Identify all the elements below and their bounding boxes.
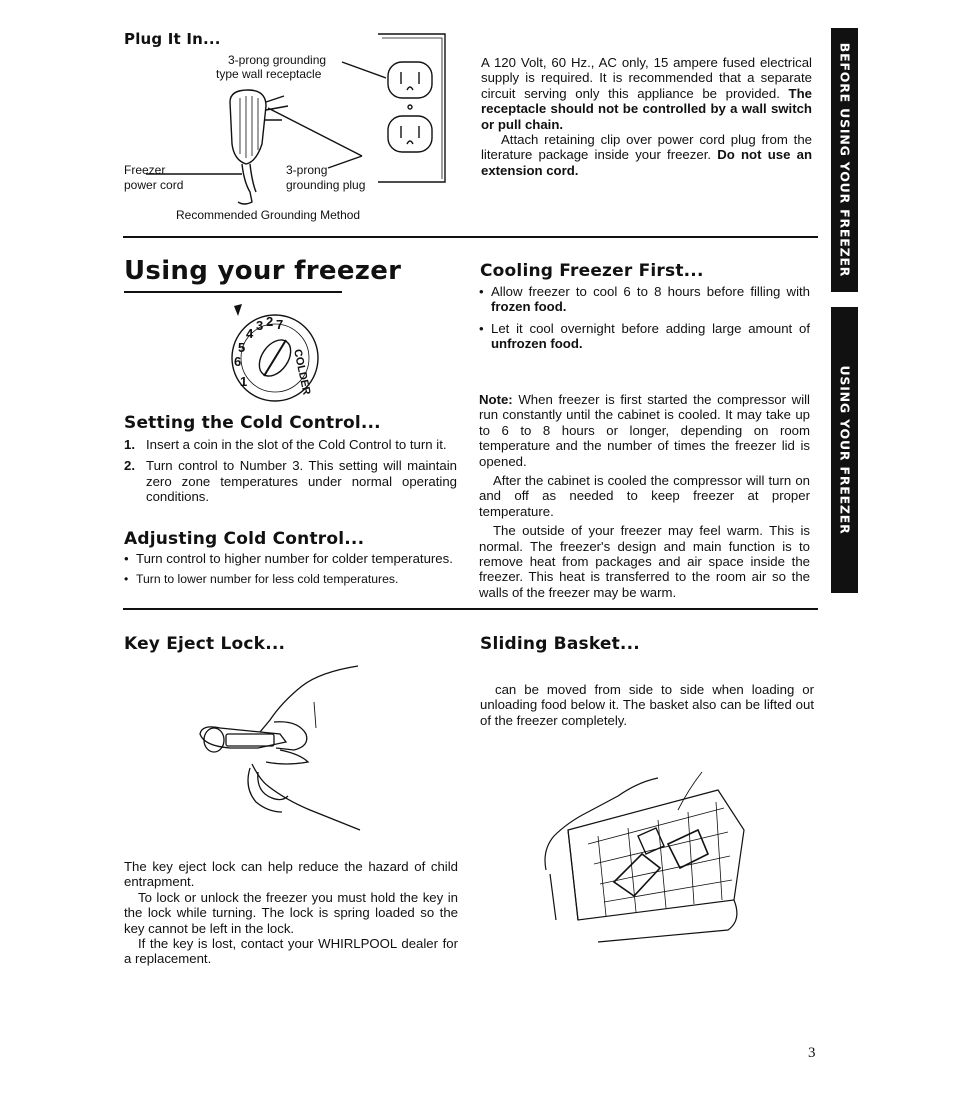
basket-text — [480, 682, 814, 728]
dial-number: 1 — [240, 374, 248, 389]
list-item: • Turn to lower number for less cold temperatures. — [124, 572, 458, 587]
dial-number: 4 — [246, 326, 254, 341]
cooling-notes — [479, 392, 810, 600]
page-title: Using your freezer — [124, 256, 402, 286]
dial-number: 3 — [256, 318, 264, 333]
key-heading: Key Eject Lock... — [124, 634, 286, 654]
plug-heading: Plug It In... — [124, 30, 221, 48]
cooling-list — [479, 284, 810, 358]
list-item: 1. Insert a coin in the slot of the Cold Control to turn it. — [124, 437, 447, 452]
key-lock-illustration — [190, 662, 370, 838]
grounding-caption: Recommended Grounding Method — [176, 208, 361, 222]
section-tab-using — [831, 307, 858, 593]
plug-para1: A 120 Volt, 60 Hz., AC only, 15 ampere fused electrical supply is required. It is recommended that a separate circuit serving only this appliance be provided. The receptacle should not be controlled by a wall switch or pull chain. — [481, 55, 812, 132]
setting-steps — [124, 437, 457, 511]
page-number: 3 — [808, 1045, 816, 1061]
plug-text — [481, 55, 812, 178]
title-underline — [124, 291, 342, 293]
divider-middle — [123, 608, 818, 610]
grounding-illustration — [120, 32, 460, 232]
cold-control-dial — [222, 302, 327, 404]
list-item: • Let it cool overnight before adding large amount of unfrozen food. — [479, 321, 810, 352]
divider-top — [123, 236, 818, 238]
basket-para: can be moved from side to side when loading or unloading food below it. The basket also can be lifted out of the freezer completely. — [480, 682, 814, 728]
adjust-list — [124, 551, 458, 594]
adjust-heading: Adjusting Cold Control... — [124, 529, 365, 549]
section-tab-label: BEFORE USING YOUR FREEZER — [837, 42, 852, 278]
label-plug-line1: 3-prong — [286, 163, 328, 177]
setting-heading: Setting the Cold Control... — [124, 413, 381, 433]
list-item: 2. Turn control to Number 3. This setting will maintain zero zone temperatures under normal operating conditions. — [124, 458, 457, 505]
sliding-basket-illustration — [538, 770, 754, 950]
section-tab-label: USING YOUR FREEZER — [837, 365, 852, 535]
cooling-para2: After the cabinet is cooled the compressor will turn on and off as needed to keep freezer at proper temperature. — [479, 473, 810, 519]
label-plug-line2: grounding plug — [286, 178, 366, 192]
label-receptacle-line2: type wall receptacle — [216, 67, 322, 81]
cooling-note: Note: When freezer is first started the compressor will run constantly until the cabinet is cooled. It may take up to 6 to 8 hours or longer, depending on room temperature and the number of times the freezer lid is opened. — [479, 392, 810, 469]
dial-number: 6 — [234, 354, 242, 369]
key-para3: If the key is lost, contact your WHIRLPOOL dealer for a replacement. — [124, 936, 458, 967]
plug-para2: Attach retaining clip over power cord plug from the literature package inside your freezer. Do not use an extension cord. — [481, 132, 813, 178]
list-item: • Allow freezer to cool 6 to 8 hours before filling with frozen food. — [479, 284, 810, 315]
dial-number: 7 — [276, 317, 284, 332]
section-tab-before-using — [831, 28, 858, 292]
dial-number: 2 — [266, 314, 274, 329]
list-item: • Turn control to higher number for colder temperatures. — [124, 551, 458, 566]
dial-colder-label: COLDER — [291, 348, 313, 397]
key-text — [124, 859, 458, 967]
label-receptacle-line1: 3-prong grounding — [228, 53, 327, 67]
key-para1: The key eject lock can help reduce the hazard of child entrapment. — [124, 859, 458, 890]
basket-heading: Sliding Basket... — [480, 634, 640, 654]
dial-number: 5 — [238, 340, 246, 355]
key-para2: To lock or unlock the freezer you must hold the key in the lock while turning. The lock is spring loaded so the key cannot be left in the lock. — [124, 889, 458, 936]
cooling-heading: Cooling Freezer First... — [480, 261, 704, 281]
cooling-para3: The outside of your freezer may feel warm. This is normal. The freezer's design and main function is to remove heat from packages and air space inside the freezer. This heat is transferred to the room air so the walls of the freezer may be warm. — [479, 523, 810, 600]
label-freezer-line1: Freezer — [124, 163, 166, 177]
label-freezer-line2: power cord — [124, 178, 184, 192]
